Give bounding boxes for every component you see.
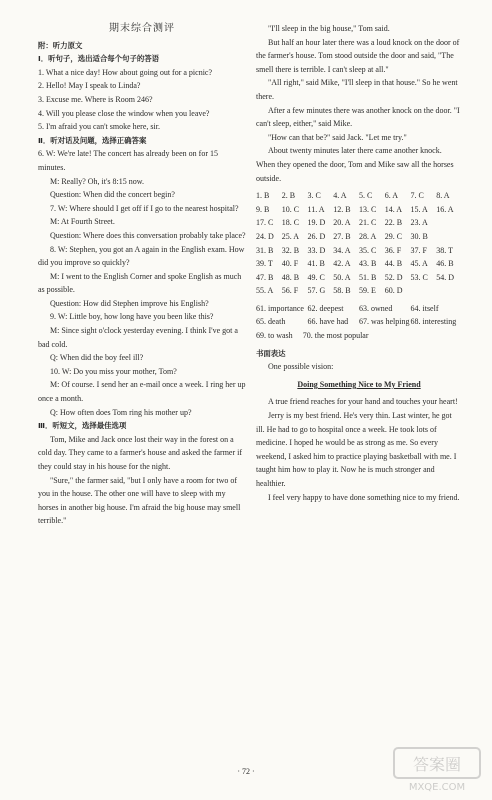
fill-answer: 65. death: [256, 317, 286, 327]
listening-item: 2. Hello! May I speak to Linda?: [38, 81, 141, 91]
answer-cell: 39. T: [256, 259, 273, 269]
answer-cell: 37. F: [410, 245, 427, 255]
dialog-line: M: I went to the English Corner and spoke English as much as possible.: [38, 271, 242, 295]
left-column: [38, 22, 246, 528]
answer-cell: 24. D: [256, 231, 274, 241]
writing-heading: 书面表达: [256, 348, 286, 358]
answer-row: [256, 257, 462, 271]
passage-paragraph: "I'll sleep in the big house," Tom said.: [268, 24, 390, 33]
answer-cell: 8. A: [436, 191, 450, 201]
answer-cell: 48. B: [281, 272, 300, 282]
passage-paragraph: About twenty minutes later there came another knock. When they opened the door, Tom and Mike saw all the horses outside.: [256, 146, 454, 183]
answer-cell: 27. B: [333, 231, 351, 241]
listening-item: 1. What a nice day! How about going out for a picnic?: [38, 67, 213, 77]
answer-row: [256, 230, 462, 244]
answer-cell: 51. B: [359, 272, 377, 282]
fill-answer: 67. was helping: [359, 317, 410, 327]
watermark-icon: [392, 744, 482, 794]
answer-cell: 57. G: [307, 286, 326, 296]
dialog-line: M: Since sight o'clock yesterday evening. I think I've got a bad cold.: [38, 326, 238, 349]
passage-paragraph: After a few minutes there was another knock on the door. "I can't sleep, either," said Mike.: [256, 105, 460, 129]
essay-title: Doing Something Nice to My Friend: [297, 379, 421, 389]
answer-cell: 17. C: [256, 218, 274, 228]
answer-cell: 9. B: [256, 204, 270, 214]
answer-cell: 45. A: [410, 259, 428, 269]
dialog-line: 10. W: Do you miss your mother, Tom?: [50, 366, 177, 376]
answer-cell: [436, 230, 462, 244]
answer-cell: 43. B: [359, 259, 377, 269]
passage-paragraph: "All right," said Mike, "I'll sleep in that house." So he went there.: [256, 78, 458, 101]
answer-cell: 60. D: [384, 286, 403, 296]
answer-cell: 59. E: [359, 286, 376, 296]
passage-paragraph: "How can that be?" said Jack. "Let me try.": [268, 132, 407, 142]
answer-cell: 20. A: [333, 218, 351, 228]
answer-cell: 19. D: [307, 218, 326, 228]
answer-cell: 2. B: [281, 191, 296, 201]
answer-cell: 25. A: [281, 231, 300, 241]
appendix-heading: 附：听力原文: [38, 40, 83, 50]
fill-answer: 62. deepest: [307, 303, 344, 313]
fill-answer: 61. importance: [256, 303, 304, 313]
answer-cell: 29. C: [384, 231, 403, 241]
answer-row: [256, 284, 462, 298]
dialog-line: Q: When did the boy feel ill?: [50, 353, 144, 363]
answer-cell: 18. C: [281, 218, 300, 228]
answer-cell: 22. B: [384, 218, 403, 228]
dialog-line: 9. W: Little boy, how long have you been like this?: [50, 312, 214, 322]
answer-cell: 38. T: [436, 245, 453, 255]
answer-cell: 26. D: [307, 231, 326, 241]
listening-item: 3. Excuse me. Where is Room 246?: [38, 94, 153, 104]
vision-label: One possible vision:: [268, 362, 334, 372]
answer-cell: 47. B: [256, 272, 274, 282]
answer-cell: 31. B: [256, 245, 274, 255]
answer-cell: 50. A: [333, 272, 351, 282]
fill-answer: 63. owned: [359, 303, 393, 313]
answer-cell: 42. A: [333, 259, 351, 269]
answer-cell: 58. B: [333, 286, 351, 296]
fill-answer: 69. to wash: [256, 331, 293, 341]
answer-cell: 6. A: [384, 191, 399, 201]
essay-paragraph: Jerry is my best friend. He's very thin. Last winter, he got ill. He had to go to hospital once a week. He took lots of medicine. I hoped he would be as strong as me. So every weekend, I asked him to practice playing basketball with me. I taught him how to play it. Now he is much stronger and healthier.: [256, 411, 457, 488]
dialog-line: 6. W: We're late! The concert has already been on for 15 minutes.: [38, 149, 218, 172]
answer-row: [256, 271, 462, 285]
answer-cell: 56. F: [281, 286, 299, 296]
dialog-line: Question: Where does this conversation probably take place?: [50, 230, 246, 240]
fill-row: [256, 315, 462, 329]
answer-cell: 11. A: [307, 204, 325, 214]
fill-row: [256, 302, 462, 316]
answer-cell: 53. C: [410, 272, 428, 282]
answer-cell: 1. B: [256, 191, 270, 201]
answer-cell: 4. A: [333, 191, 347, 201]
section-1-heading: Ⅰ．听句子，选出适合每个句子的答语: [38, 54, 160, 64]
fill-answer: 66. have had: [307, 317, 349, 327]
answer-cell: 52. D: [384, 272, 403, 282]
essay-paragraph: I feel very happy to have done something nice to my friend.: [268, 492, 460, 502]
answer-cell: 36. F: [384, 245, 402, 255]
essay-paragraph: A true friend reaches for your hand and touches your heart!: [268, 397, 458, 407]
answer-cell: 23. A: [410, 218, 428, 228]
dialog-line: M: At Fourth Street.: [50, 217, 115, 227]
answer-row: [256, 216, 462, 230]
answer-cell: [436, 216, 462, 230]
page-number: · 72 ·: [237, 767, 255, 776]
answer-cell: 33. D: [307, 245, 326, 255]
answer-cell: [411, 284, 437, 298]
answer-cell: 41. B: [307, 259, 325, 269]
answer-cell: 44. B: [384, 259, 403, 269]
answer-cell: 12. B: [333, 204, 351, 214]
answer-row: [256, 203, 462, 217]
section-2-heading: Ⅱ．听对话及问题，选择正确答案: [38, 135, 147, 145]
svg-text:MXQE.COM: MXQE.COM: [408, 782, 466, 793]
fill-answer: 70. the most popular: [302, 331, 369, 341]
section-3-heading: Ⅲ．听短文，选择最佳选项: [38, 421, 127, 431]
dialog-line: 8. W: Stephen, you got an A again in the English exam. How did you improve so quickly?: [38, 244, 245, 268]
listening-item: 4. Will you please close the window when you leave?: [38, 108, 210, 118]
answer-cell: 32. B: [281, 245, 300, 255]
fill-row: [256, 329, 462, 343]
answer-key: [256, 189, 462, 343]
answer-cell: [436, 284, 462, 298]
dialog-line: M: Of course. I send her an e-mail once a week. I ring her up once a month.: [38, 380, 246, 404]
answer-cell: 13. C: [359, 204, 377, 214]
answer-cell: 16. A: [436, 204, 454, 214]
answer-cell: 7. C: [410, 191, 424, 201]
answer-cell: 14. A: [384, 204, 403, 214]
answer-row: [256, 189, 462, 203]
svg-text:答案圈: 答案圈: [412, 755, 462, 774]
answer-cell: 10. C: [281, 204, 300, 214]
answer-cell: 35. C: [359, 245, 377, 255]
page-title: 期末综合测评: [109, 23, 175, 34]
fill-answer: 64. itself: [410, 303, 439, 313]
answer-cell: 15. A: [410, 204, 428, 214]
fill-answer: 68. interesting: [410, 317, 457, 327]
answer-cell: 30. B: [410, 231, 428, 241]
dialog-line: 7. W: Where should I get off if I go to the nearest hospital?: [50, 203, 239, 213]
answer-cell: 5. C: [359, 191, 373, 201]
dialog-line: Question: How did Stephen improve his English?: [50, 298, 209, 308]
passage-paragraph: Tom, Mike and Jack once lost their way in the forest on a cold day. They came to a farmer's house and asked the farmer if they could stay in his house for the night.: [38, 434, 243, 471]
answer-cell: 49. C: [307, 272, 325, 282]
answer-cell: 40. F: [281, 259, 299, 269]
passage-paragraph: But half an hour later there was a loud knock on the door of the farmer's house. Tom stood outside the door and said, "The smell there is terrible. I can't sleep at all.": [256, 37, 460, 74]
listening-item: 5. I'm afraid you can't smoke here, sir.: [38, 122, 160, 132]
dialog-line: Question: When did the concert begin?: [50, 190, 175, 200]
answer-cell: 34. A: [333, 245, 351, 255]
right-column: [256, 22, 462, 504]
answer-cell: 3. C: [307, 191, 321, 201]
passage-paragraph: "Sure," the farmer said, "but I only have a room for two of you in the house. The other one will have to sleep with my horses in another big house. I'm afraid the big house may smell terrible.": [38, 475, 241, 526]
dialog-line: M: Really? Oh, it's 8:15 now.: [50, 176, 145, 186]
watermark-logo: [392, 744, 482, 794]
answer-cell: 21. C: [359, 218, 377, 228]
answer-cell: 28. A: [359, 231, 377, 241]
answer-cell: 46. B: [436, 259, 454, 269]
answer-row: [256, 244, 462, 258]
answer-cell: 55. A: [256, 286, 274, 296]
dialog-line: Q: How often does Tom ring his mother up?: [50, 407, 192, 417]
answer-cell: 54. D: [436, 272, 455, 282]
